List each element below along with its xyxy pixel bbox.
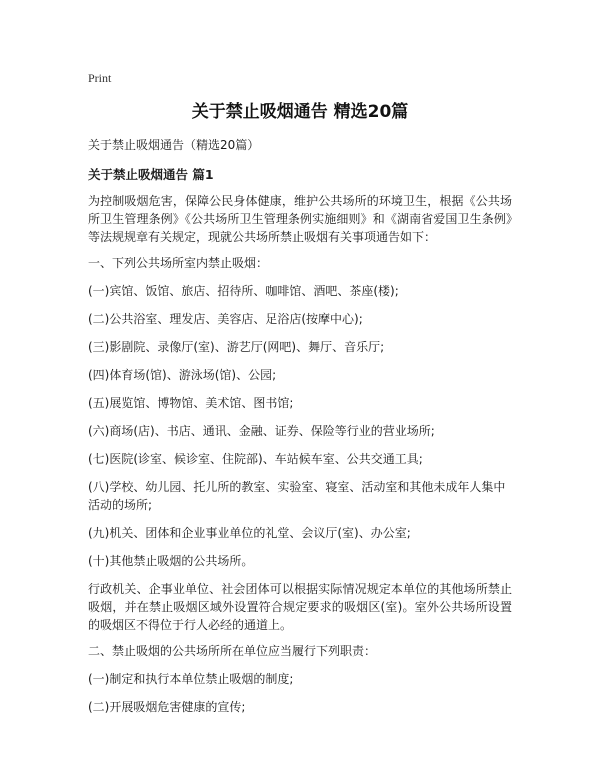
article1-heading: 一、下列公共场所室内禁止吸烟：	[88, 256, 269, 270]
print-link[interactable]: Print	[88, 71, 112, 85]
list-item: (八)学校、幼儿园、托儿所的教室、实验室、寝室、活动室和其他未成年人集中活动的场所;	[88, 480, 506, 512]
document-title: 关于禁止吸烟通告 精选20篇	[191, 102, 409, 122]
document-subtitle: 关于禁止吸烟通告（精选20篇）	[88, 138, 260, 152]
list-item: (四)体育场(馆)、游泳场(馆)、公园;	[88, 368, 277, 382]
list-item: (十)其他禁止吸烟的公共场所。	[88, 554, 254, 568]
list-item: (三)影剧院、录像厅(室)、游艺厅(网吧)、舞厅、音乐厅;	[88, 340, 385, 354]
article2-heading: 二、禁止吸烟的公共场所所在单位应当履行下列职责：	[88, 644, 377, 658]
list-item: (一)宾馆、饭馆、旅店、招待所、咖啡馆、酒吧、茶座(楼);	[88, 284, 399, 298]
list-item: (一)制定和执行本单位禁止吸烟的制度;	[88, 672, 294, 686]
list-item: (九)机关、团体和企业事业单位的礼堂、会议厅(室)、办公室;	[88, 526, 411, 540]
article1-note: 行政机关、企事业单位、社会团体可以根据实际情况规定本单位的其他场所禁止吸烟，并在禁止吸烟区域外设置符合规定要求的吸烟区(室)。室外公共场所设置的吸烟区不得位于行人必经的通道上。	[88, 582, 512, 632]
list-item: (二)公共浴室、理发店、美容店、足浴店(按摩中心);	[88, 312, 363, 326]
section-heading: 关于禁止吸烟通告 篇1	[88, 167, 214, 182]
list-item: (二)开展吸烟危害健康的宣传;	[88, 700, 246, 714]
list-item: (五)展览馆、博物馆、美术馆、图书馆;	[88, 396, 294, 410]
intro-paragraph: 为控制吸烟危害，保障公民身体健康，维护公共场所的环境卫生，根据《公共场所卫生管理条例》《公共场所卫生管理条例实施细则》和《湖南省爱国卫生条例》等法规规章有关规定，现就公共场所禁止吸烟有关事项通告如下：	[88, 194, 512, 244]
list-item: (七)医院(诊室、候诊室、住院部)、车站候车室、公共交通工具;	[88, 452, 423, 466]
list-item: (六)商场(店)、书店、通讯、金融、证券、保险等行业的营业场所;	[88, 424, 435, 438]
